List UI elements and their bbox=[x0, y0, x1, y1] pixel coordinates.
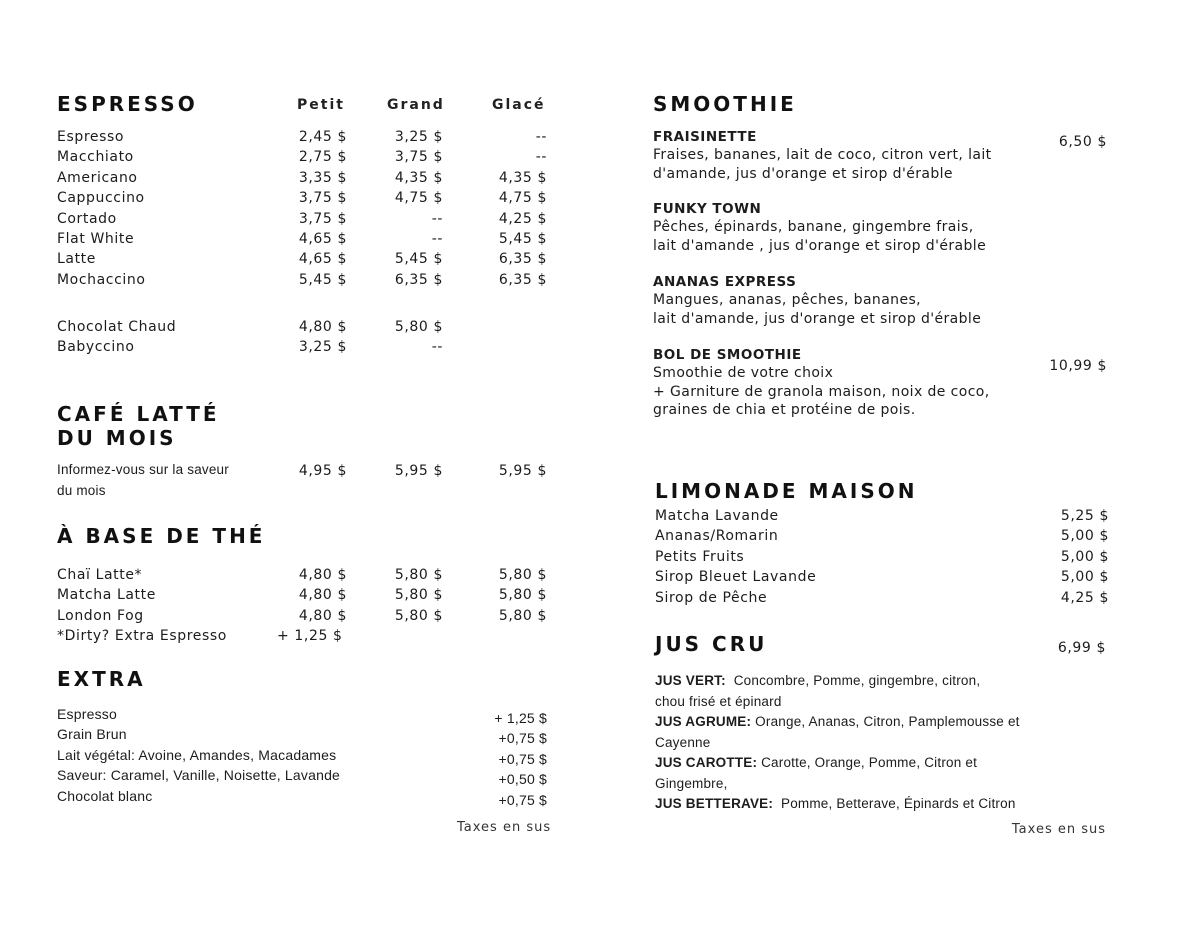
price-petit: 3,25 $ bbox=[298, 339, 347, 356]
price-grand: 4,35 $ bbox=[394, 169, 443, 186]
smoothie-desc-line: lait d'amande , jus d'orange et sirop d'érable bbox=[653, 237, 987, 254]
latte-mois-heading-line2: DU MOIS bbox=[57, 426, 177, 450]
jus-vert-desc: Concombre, Pomme, gingembre, citron, bbox=[733, 673, 981, 688]
price-grand: 5,80 $ bbox=[394, 587, 443, 604]
item-name: Sirop Bleuet Lavande bbox=[655, 569, 817, 586]
item-name: Ananas/Romarin bbox=[655, 528, 779, 545]
jus-vert-label: JUS VERT: bbox=[655, 673, 726, 688]
menu-row bbox=[57, 626, 557, 646]
item-name: Espresso bbox=[57, 706, 117, 722]
menu-row bbox=[57, 317, 557, 337]
item-name: Flat White bbox=[57, 231, 135, 247]
smoothie-item bbox=[653, 273, 1113, 328]
menu-row bbox=[57, 127, 557, 147]
item-name: Saveur: Caramel, Vanille, Noisette, Lavande bbox=[57, 767, 341, 784]
item-name: Cappuccino bbox=[57, 190, 145, 207]
price-grand: 5,80 $ bbox=[394, 319, 443, 335]
smoothie-desc-line: Pêches, épinards, banane, gingembre frais, bbox=[653, 219, 974, 235]
jus-agrume bbox=[655, 712, 1109, 733]
smoothie-desc-line: Fraises, bananes, lait de coco, citron vert, lait bbox=[653, 147, 992, 163]
item-name: Macchiato bbox=[57, 149, 134, 166]
smoothie-name: BOL DE SMOOTHIE bbox=[653, 347, 802, 363]
menu-row bbox=[655, 588, 1109, 608]
price-petit: 4,65 $ bbox=[298, 251, 347, 268]
item-price: +0,75 $ bbox=[498, 791, 547, 808]
price-glace: 4,35 $ bbox=[498, 169, 547, 186]
item-name: Matcha Lavande bbox=[655, 508, 779, 524]
smoothie-price: 6,50 $ bbox=[1058, 134, 1107, 150]
item-name: Latte bbox=[57, 251, 96, 268]
price-petit: 5,45 $ bbox=[298, 271, 347, 288]
espresso-heading: ESPRESSO bbox=[57, 92, 198, 116]
item-name: London Fog bbox=[57, 607, 144, 624]
price-glace: -- bbox=[535, 129, 547, 145]
latte-mois-heading-line1: CAFÉ LATTÉ bbox=[57, 402, 220, 426]
price-petit: 3,75 $ bbox=[298, 190, 347, 207]
smoothie-desc-line: d'amande, jus d'orange et sirop d'érable bbox=[653, 165, 953, 182]
item-name: Americano bbox=[57, 169, 138, 186]
price-grand: -- bbox=[431, 339, 443, 356]
taxes-note: Taxes en sus bbox=[1011, 822, 1106, 837]
price-glace: 5,80 $ bbox=[498, 587, 547, 604]
price-grand: 3,75 $ bbox=[394, 149, 443, 166]
latte-mois-prices bbox=[57, 461, 557, 481]
jus-carotte-desc-line2: Gingembre, bbox=[655, 775, 728, 791]
col-header-grand: Grand bbox=[387, 97, 445, 113]
smoothie-name: ANANAS EXPRESS bbox=[653, 274, 797, 290]
menu-row bbox=[57, 188, 557, 208]
item-name: Chaï Latte* bbox=[57, 567, 143, 583]
price-glace: 5,80 $ bbox=[498, 567, 547, 583]
price-grand: -- bbox=[431, 210, 443, 227]
price-grand: 3,25 $ bbox=[394, 129, 443, 145]
item-price: +0,75 $ bbox=[498, 730, 547, 747]
item-price: 5,00 $ bbox=[1060, 548, 1109, 565]
price-petit: 4,80 $ bbox=[298, 567, 347, 583]
jus-vert bbox=[655, 671, 1109, 692]
item-name: Cortado bbox=[57, 210, 117, 227]
price-grand: 5,80 $ bbox=[394, 607, 443, 624]
left-column bbox=[57, 0, 557, 927]
item-name: Matcha Latte bbox=[57, 587, 156, 604]
price-petit: 4,65 $ bbox=[298, 231, 347, 247]
the-heading: À BASE DE THÉ bbox=[57, 524, 266, 548]
smoothie-price: 10,99 $ bbox=[1049, 358, 1107, 374]
item-price: 4,25 $ bbox=[1060, 589, 1109, 606]
menu-row bbox=[57, 270, 557, 290]
menu-row bbox=[57, 585, 557, 605]
item-name: Lait végétal: Avoine, Amandes, Macadames bbox=[57, 746, 337, 763]
item-name: Grain Brun bbox=[57, 726, 127, 743]
price-grand: -- bbox=[431, 231, 443, 247]
item-name: Espresso bbox=[57, 129, 125, 145]
price-glace: 5,45 $ bbox=[498, 231, 547, 247]
taxes-note: Taxes en sus bbox=[457, 820, 552, 835]
jus-list bbox=[655, 671, 1109, 815]
menu-row bbox=[57, 606, 557, 626]
latte-mois-desc-line2: du mois bbox=[57, 482, 106, 498]
jus-betterave bbox=[655, 794, 1109, 815]
price-petit: 3,35 $ bbox=[298, 169, 347, 186]
item-name: Sirop de Pêche bbox=[655, 589, 768, 606]
price-glace: -- bbox=[535, 149, 547, 166]
smoothie-item bbox=[653, 128, 1113, 183]
menu-row bbox=[57, 147, 557, 167]
price-grand: 4,75 $ bbox=[394, 190, 443, 207]
item-price: +0,50 $ bbox=[498, 771, 547, 788]
price-grand: 5,80 $ bbox=[394, 567, 443, 583]
menu-row bbox=[57, 249, 557, 269]
item-name: Petits Fruits bbox=[655, 548, 745, 565]
jus-price: 6,99 $ bbox=[1057, 640, 1106, 656]
menu-row bbox=[57, 765, 557, 788]
price-grand: 5,45 $ bbox=[394, 251, 443, 268]
dirty-price: + 1,25 $ bbox=[277, 628, 343, 645]
dirty-label: *Dirty? Extra Espresso bbox=[57, 628, 227, 645]
price-petit: 2,45 $ bbox=[298, 129, 347, 145]
jus-heading: JUS CRU bbox=[655, 632, 768, 656]
jus-betterave-desc: Pomme, Betterave, Épinards et Citron bbox=[780, 796, 1016, 811]
smoothie-desc-line: + Garniture de granola maison, noix de coco, bbox=[653, 383, 990, 400]
menu-row bbox=[57, 745, 557, 765]
item-price: 5,25 $ bbox=[1060, 508, 1109, 524]
jus-agrume-label: JUS AGRUME: bbox=[655, 714, 752, 729]
latte-mois-desc-line1: Informez-vous sur la saveur bbox=[57, 462, 229, 477]
price-petit: 4,95 $ bbox=[298, 463, 347, 479]
price-petit: 4,80 $ bbox=[298, 587, 347, 604]
smoothie-name: FUNKY TOWN bbox=[653, 201, 762, 217]
menu-row bbox=[57, 168, 557, 188]
smoothie-name: FRAISINETTE bbox=[653, 129, 757, 145]
jus-agrume-desc-line2: Cayenne bbox=[655, 734, 711, 750]
menu-row bbox=[57, 704, 557, 724]
smoothie-desc-line: Mangues, ananas, pêches, bananes, bbox=[653, 292, 922, 308]
menu-row bbox=[57, 786, 557, 806]
right-column bbox=[653, 0, 1113, 927]
menu-row bbox=[57, 565, 557, 585]
price-glace: 6,35 $ bbox=[498, 271, 547, 288]
item-name: Babyccino bbox=[57, 339, 135, 356]
smoothie-desc-line: Smoothie de votre choix bbox=[653, 365, 834, 381]
price-glace: 5,80 $ bbox=[498, 607, 547, 624]
price-petit: 3,75 $ bbox=[298, 210, 347, 227]
jus-carotte-desc: Carotte, Orange, Pomme, Citron et bbox=[761, 755, 978, 770]
item-price: + 1,25 $ bbox=[494, 710, 547, 726]
extra-heading: EXTRA bbox=[57, 667, 146, 691]
smoothie-item bbox=[653, 346, 1113, 420]
price-glace: 4,25 $ bbox=[498, 210, 547, 227]
item-price: 5,00 $ bbox=[1060, 528, 1109, 545]
price-grand: 6,35 $ bbox=[394, 271, 443, 288]
limonade-heading: LIMONADE MAISON bbox=[655, 479, 918, 503]
jus-vert-desc-line2: chou frisé et épinard bbox=[655, 693, 782, 709]
smoothie-heading: SMOOTHIE bbox=[653, 92, 797, 116]
item-price: 5,00 $ bbox=[1060, 569, 1109, 586]
item-name: Mochaccino bbox=[57, 271, 146, 288]
menu-row bbox=[655, 567, 1109, 587]
menu-row bbox=[655, 547, 1109, 567]
jus-carotte bbox=[655, 753, 1109, 774]
jus-betterave-label: JUS BETTERAVE: bbox=[655, 796, 774, 811]
price-glace: 5,95 $ bbox=[498, 463, 547, 479]
item-name: Chocolat Chaud bbox=[57, 319, 177, 335]
smoothie-desc-line: lait d'amande, jus d'orange et sirop d'érable bbox=[653, 310, 982, 327]
item-name: Chocolat blanc bbox=[57, 787, 153, 804]
col-header-glace: Glacé bbox=[492, 97, 546, 113]
price-petit: 2,75 $ bbox=[298, 149, 347, 166]
col-header-petit: Petit bbox=[297, 97, 345, 113]
smoothie-item bbox=[653, 200, 1113, 255]
menu-row bbox=[655, 526, 1109, 546]
menu-row bbox=[57, 724, 557, 747]
jus-carotte-label: JUS CAROTTE: bbox=[655, 755, 758, 770]
price-petit: 4,80 $ bbox=[298, 319, 347, 335]
price-glace: 4,75 $ bbox=[498, 190, 547, 207]
price-glace: 6,35 $ bbox=[498, 251, 547, 268]
menu-row bbox=[655, 506, 1109, 526]
price-petit: 4,80 $ bbox=[298, 607, 347, 624]
price-grand: 5,95 $ bbox=[394, 463, 443, 479]
menu-row bbox=[57, 229, 557, 249]
jus-agrume-desc: Orange, Ananas, Citron, Pamplemousse et bbox=[755, 714, 1020, 729]
smoothie-desc-line: graines de chia et protéine de pois. bbox=[653, 402, 916, 418]
menu-row bbox=[57, 337, 557, 357]
item-price: +0,75 $ bbox=[498, 750, 547, 767]
menu-row bbox=[57, 209, 557, 229]
